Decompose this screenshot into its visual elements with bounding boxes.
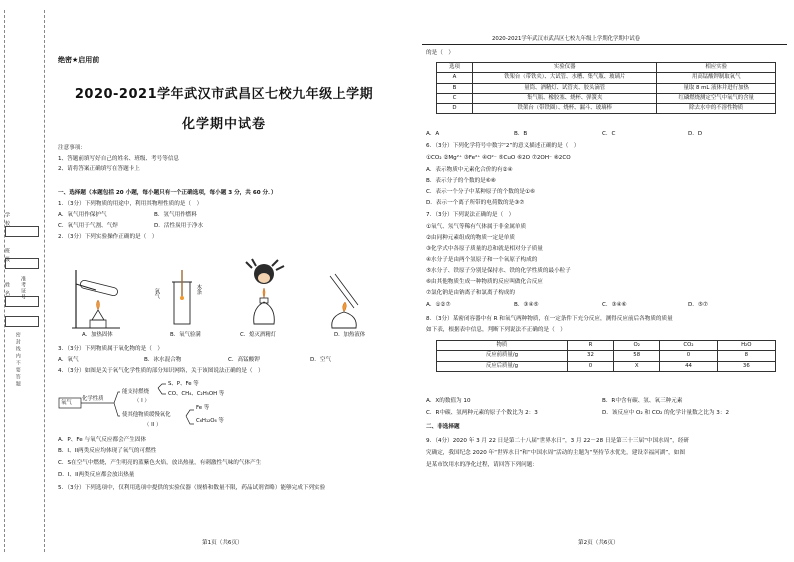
q2-label-oxygen: 氧气 xyxy=(153,288,160,299)
q5-table xyxy=(436,62,776,114)
school-label: 学 校 xyxy=(4,212,10,227)
q5-cell: C xyxy=(437,93,473,103)
q8-th: CO₂ xyxy=(660,341,717,351)
q8-th: H₂O xyxy=(717,341,775,351)
section-1-header: 一、选择题（本题包括 20 小题，每小题只有一个正确选项，每小题 3 分，共 60 分．） xyxy=(58,190,277,196)
q6-symbols: ①CO₂ ②Mg²⁺ ③Fe²⁺ ④O²⁻ ⑤CuO ⑥2O ⑦2OH⁻ ⑧2CO xyxy=(426,155,571,161)
note-2: 2、请将答案正确填写在答题卡上 xyxy=(58,166,140,172)
q7-option-b: B．③④⑤ xyxy=(514,302,539,308)
q5-th-option: 选项 xyxy=(437,63,473,73)
section-2-header: 二、非选择题 xyxy=(426,424,460,430)
q6-option-d: D．表示一个离子所带的电荷数的是③⑦ xyxy=(426,200,525,206)
oxygen-knowledge-network xyxy=(58,378,268,436)
q7-item-2: ②由同种元素组成的物质一定是单质 xyxy=(426,235,515,241)
q5-cell: 铁架台（带铁圈）、烧杯、漏斗、玻璃棒 xyxy=(473,104,657,114)
q5-option-b: B．B xyxy=(514,131,528,137)
q8-cell: 32 xyxy=(567,351,613,361)
q1-option-b: B．氢气用作燃料 xyxy=(154,212,197,218)
table-row xyxy=(437,104,776,114)
q8-cell: 反应前质量/g xyxy=(437,351,568,361)
q8-cell: 8 xyxy=(717,351,775,361)
q5-continued: 的是（ ） xyxy=(426,50,454,56)
q9-line-2: 究确定，我国纪念 2020 年“世界水日”和“中国水周”活动的主题为“坚持节水优先，建设幸福河湖”，如图 xyxy=(426,450,685,456)
q5-option-d: D．D xyxy=(688,131,703,137)
q5-cell: 除去水中的不溶性物质 xyxy=(657,104,776,114)
q6-option-b: B．表示分子的个数的是⑥⑧ xyxy=(426,178,496,184)
q8-option-a: A．X的数值为 10 xyxy=(426,398,471,404)
page-2-header: 2020-2021学年武汉市武昌区七校九年级上学期化学期中试卷 xyxy=(492,36,640,42)
q2-caption-d: D．加热液体 xyxy=(334,332,366,338)
q8-th: O₂ xyxy=(614,341,660,351)
network-burn-items-2: CO、CH₄、C₂H₅OH 等 xyxy=(168,391,225,397)
q2-caption-a: A．加热固体 xyxy=(82,332,113,338)
q3-option-d: D．空气 xyxy=(310,357,332,363)
q5-cell: 红磷燃烧测定空气中氧气的含量 xyxy=(657,93,776,103)
q7-option-a: A．①②⑦ xyxy=(426,302,451,308)
q9-line-3: 是某市饮用水的净化过程，请回答下列问题： xyxy=(426,462,538,468)
q8-option-b: B．R中含有碳、氢、氧三种元素 xyxy=(602,398,683,404)
exam-id-field[interactable] xyxy=(5,316,39,327)
table-row xyxy=(437,351,776,361)
q8-table xyxy=(436,340,776,372)
header-rule xyxy=(422,44,787,45)
q7-item-4: ④水分子是由两个氢原子和一个氧原子构成的 xyxy=(426,257,538,263)
q8-cell: 36 xyxy=(717,361,775,371)
q7-item-1: ①氧气、氖气等稀有气体属于非金属单质 xyxy=(426,224,527,230)
figure-heating-solid xyxy=(66,262,126,330)
network-label-ii: （ II ） xyxy=(144,422,162,428)
q5-stem: 5．（3分）下列选项中，仅利用选项中提供的实验仪器（规格和数量不限，药品试剂省略）能够完成下列实验 xyxy=(58,485,326,491)
network-support-burning: 能支持燃烧 xyxy=(122,389,149,395)
network-slow-oxidation: 使其他物质缓慢氧化 xyxy=(122,412,171,418)
table-row xyxy=(437,83,776,93)
network-chem-property: 化学性质 xyxy=(82,396,104,402)
class-label: 班 级 xyxy=(4,248,10,263)
network-oxygen: 氧气 xyxy=(61,400,72,406)
q5-option-c: C．C xyxy=(602,131,616,137)
notes-header: 注意事项： xyxy=(58,145,86,151)
q7-option-c: C．③④⑥ xyxy=(602,302,627,308)
table-row xyxy=(437,73,776,83)
q8-option-c: C．R中碳、氢两种元素的原子个数比为 2：3 xyxy=(426,410,538,416)
q8-cell: 58 xyxy=(614,351,660,361)
q4-option-d: D．I、II两类反应都会放出热量 xyxy=(58,472,135,478)
q6-stem: 6．（3分）下列化学符号中数字“2”的意义描述正确的是（ ） xyxy=(426,143,580,149)
q4-option-b: B．I、II两类反应均体现了氧气的可燃性 xyxy=(58,448,157,454)
q8-cell: X xyxy=(614,361,660,371)
q7-option-d: D．⑤⑦ xyxy=(688,302,708,308)
cut-line xyxy=(44,10,45,552)
school-field[interactable] xyxy=(5,226,39,237)
network-label-i: （ I ） xyxy=(134,398,150,404)
q1-option-a: A．氧气用作保护气 xyxy=(58,212,107,218)
q3-option-a: A．氧气 xyxy=(58,357,79,363)
q8-cell: 反应后质量/g xyxy=(437,361,568,371)
exam-subtitle: 化学期中试卷 xyxy=(181,117,266,132)
figure-oxygen-check xyxy=(160,268,204,328)
q8-cell: 0 xyxy=(660,351,717,361)
q5-option-a: A．A xyxy=(426,131,440,137)
q8-th: R xyxy=(567,341,613,351)
q4-option-a: A．P、Fe 与氧气反应都会产生固体 xyxy=(58,437,147,443)
figure-blow-lamp xyxy=(238,258,290,330)
network-slow-items-1: Fe 等 xyxy=(196,405,210,411)
q8-option-d: D．该反应中 O₂ 和 CO₂ 的化学计量数之比为 3：2 xyxy=(602,410,730,416)
q3-stem: 3．（3分）下列物质属于氧化物的是（ ） xyxy=(58,346,164,352)
q5-cell: 铁架台（带铁夹）、大试管、水槽、集气瓶、玻璃片 xyxy=(473,73,657,83)
q2-caption-c: C．熄灭酒精灯 xyxy=(240,332,277,338)
q8-stem: 8．（3分）某密闭容器中有 R 和氧气两种物质，在一定条件下充分反应，测得反应前后各物质的质量 xyxy=(426,316,673,322)
q2-caption-b: B．氧气验满 xyxy=(170,332,201,338)
q5-cell: 量取 8 mL 液体并进行加热 xyxy=(657,83,776,93)
q5-cell: 量筒、酒精灯、试管夹、胶头滴管 xyxy=(473,83,657,93)
q5-cell: A xyxy=(437,73,473,83)
q5-th-experiment: 相应实验 xyxy=(657,63,776,73)
q8-cell: 0 xyxy=(567,361,613,371)
page-1-footer: 第1页（共6页） xyxy=(202,540,243,546)
q8-stem-2: 如下表，根据表中信息，判断下列说法不正确的是（ ） xyxy=(426,327,566,333)
class-field[interactable] xyxy=(5,258,39,269)
figure-heating-liquid xyxy=(322,272,368,330)
q3-option-c: C．高锰酸钾 xyxy=(228,357,260,363)
q7-item-5: ⑤水分子、铁原子分别是保持水、铁的化学性质的最小粒子 xyxy=(426,268,571,274)
network-burn-items-1: S、P、Fe 等 xyxy=(168,381,199,387)
name-label: 姓 名 xyxy=(4,282,10,297)
seal-warning: 密封线内不要答题 xyxy=(14,332,21,388)
q8-cell: 44 xyxy=(660,361,717,371)
note-1: 1、答题前填写好自己的姓名、班级、考号等信息 xyxy=(58,156,180,162)
table-row xyxy=(437,361,776,371)
q5-cell: 集气瓶、橡胶塞、烧杯、弹簧夹 xyxy=(473,93,657,103)
q1-option-c: C．氧气用于气割、气焊 xyxy=(58,223,118,229)
page-1 xyxy=(52,0,396,562)
q5-cell: D xyxy=(437,104,473,114)
table-row xyxy=(437,93,776,103)
q2-label-wood: 木条 xyxy=(195,284,202,295)
page-2 xyxy=(422,0,787,562)
exam-title: 2020-2021学年武汉市武昌区七校九年级上学期 xyxy=(74,87,374,102)
q1-stem: 1．（3分）下列物质的用途中，利用其物理性质的是（ ） xyxy=(58,201,203,207)
q2-stem: 2．（3分）下列实验操作正确的是（ ） xyxy=(58,234,158,240)
q6-option-c: C．表示一个分子中某种原子的个数的是①⑥ xyxy=(426,189,536,195)
q7-item-6: ⑥由其他物质生成一种物质的反应叫做化合反应 xyxy=(426,279,543,285)
q9-line-1: 9．（4分）2020 年 3 月 22 日是第二十八届“世界水日”，3 月 22－28 日是第三十三届“中国水周”，经研 xyxy=(426,438,690,444)
q4-option-c: C．S在空气中燃烧，产生明亮的蓝紫色火焰，放出热量，有刺激性气味的气体产生 xyxy=(58,460,262,466)
q3-option-b: B．冰水混合物 xyxy=(144,357,182,363)
page-2-footer: 第2页（共6页） xyxy=(578,540,619,546)
binding-strip xyxy=(0,0,48,562)
q7-stem: 7．（3分）下列说法正确的是（ ） xyxy=(426,212,515,218)
secret-mark: 绝密★启用前 xyxy=(58,56,100,64)
q7-item-7: ⑦氯化钠是由钠离子和氯离子构成的 xyxy=(426,290,515,296)
exam-id-label: 准考证号 xyxy=(20,276,26,300)
q4-stem: 4．（3分）如图是关于氧气化学性质的部分知识网络，关于该图说法正确的是（ ） xyxy=(58,368,264,374)
q1-option-d: D．活性炭用于净水 xyxy=(154,223,204,229)
q5-th-apparatus: 实验仪器 xyxy=(473,63,657,73)
q8-th: 物质 xyxy=(437,341,568,351)
q5-cell: 用高锰酸钾制取氧气 xyxy=(657,73,776,83)
q7-item-3: ③化学式中各原子质量的总和就是相对分子质量 xyxy=(426,246,543,252)
q6-option-a: A．表示物质中元素化合价的有②④ xyxy=(426,167,513,173)
q5-cell: B xyxy=(437,83,473,93)
network-slow-items-2: C₆H₁₂O₆ 等 xyxy=(196,418,224,424)
seal-line xyxy=(4,10,5,552)
